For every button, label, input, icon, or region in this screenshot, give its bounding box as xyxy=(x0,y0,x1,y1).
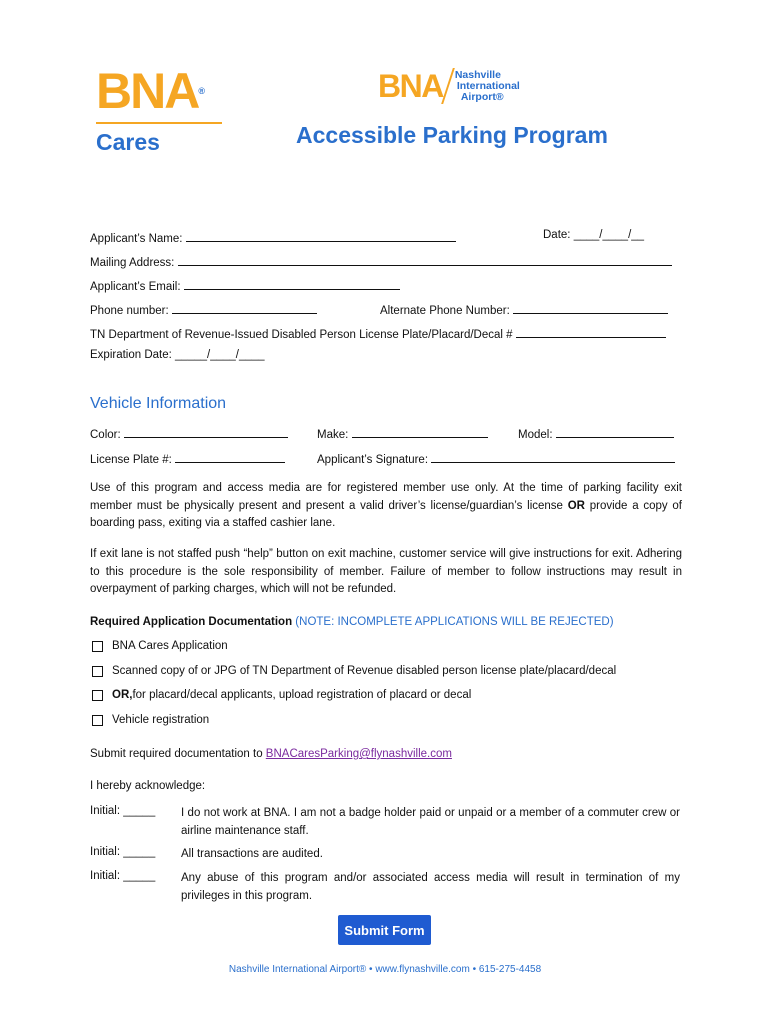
vehicle-make-row xyxy=(317,425,488,441)
requirement-item xyxy=(92,665,616,677)
acknowledge-item: Any abuse of this program and/or associated access media will result in termination of my privileges in this program. xyxy=(181,872,680,902)
submit-docs-email-link[interactable]: BNACaresParking@flynashville.com xyxy=(265,748,452,760)
applicant-email-row xyxy=(90,277,400,293)
license-plate-placard-label: TN Department of Revenue-Issued Disabled Person License Plate/Placard/Decal # xyxy=(90,329,513,341)
vehicle-model-row xyxy=(518,425,674,441)
phone-field[interactable] xyxy=(172,301,317,314)
vehicle-make-field[interactable] xyxy=(352,425,488,438)
phone-row xyxy=(90,301,317,317)
mailing-address-row xyxy=(90,253,672,269)
footer: Nashville International Airport® • www.flynashville.com • 615-275-4458 xyxy=(228,964,542,975)
usage-paragraph xyxy=(90,480,682,533)
submit-docs-line xyxy=(90,748,452,760)
bna-reg-mark: ® xyxy=(198,86,203,96)
vehicle-make-label: Make: xyxy=(317,429,349,441)
airport-name-line3: Airport® xyxy=(460,90,504,103)
alt-phone-field[interactable] xyxy=(513,301,668,314)
mailing-address-label: Mailing Address: xyxy=(90,257,175,269)
checkbox[interactable] xyxy=(92,715,103,726)
requirement-text: Scanned copy of or JPG of TN Department of Revenue disabled person license plate/placard/decal xyxy=(112,665,617,677)
initial-field[interactable]: Initial: _____ xyxy=(90,870,156,882)
phone-label: Phone number: xyxy=(90,305,169,317)
expiration-date-field[interactable]: _____/____/____ xyxy=(175,349,265,361)
exit-lane-paragraph: If exit lane is not staffed push “help” button on exit machine, customer service will give instructions for exit. Adhering to this procedure is the sole responsibility of member. Failure of member to follow instructions may result in overpayment of parking charges, which will not be refunded. xyxy=(90,548,682,595)
alt-phone-row xyxy=(380,301,668,317)
alt-phone-label: Alternate Phone Number: xyxy=(380,305,510,317)
applicant-name-field[interactable] xyxy=(186,229,456,242)
bna-cares-logo xyxy=(96,63,222,156)
airport-logo xyxy=(378,68,520,104)
requirements-heading xyxy=(90,616,614,628)
signature-label: Applicant’s Signature: xyxy=(317,454,429,466)
applicant-name-row xyxy=(90,229,456,245)
license-plate-placard-field[interactable] xyxy=(516,325,666,338)
submit-form-button[interactable]: Submit Form xyxy=(338,915,431,945)
bna-cares-logo-mark xyxy=(96,63,222,119)
requirement-item xyxy=(92,640,228,652)
license-plate-placard-row xyxy=(90,325,666,341)
usage-text-or: OR xyxy=(567,499,585,512)
signature-field[interactable] xyxy=(431,450,675,463)
license-plate-row xyxy=(90,450,285,466)
requirement-text: for placard/decal applicants, upload registration of placard or decal xyxy=(132,689,472,701)
checkbox[interactable] xyxy=(92,690,103,701)
signature-row xyxy=(317,450,675,466)
applicant-email-label: Applicant’s Email: xyxy=(90,281,181,293)
airport-name-line2: International xyxy=(456,79,520,92)
expiration-date-label: Expiration Date: xyxy=(90,349,172,361)
vehicle-color-field[interactable] xyxy=(124,425,288,438)
applicant-name-label: Applicant’s Name: xyxy=(90,233,183,245)
applicant-email-field[interactable] xyxy=(184,277,400,290)
vehicle-color-label: Color: xyxy=(90,429,121,441)
usage-text-part2: provide a copy of boarding pass, exiting via a staffed cashier lane. xyxy=(90,499,682,529)
expiration-date-row xyxy=(90,349,265,361)
acknowledge-heading: I hereby acknowledge: xyxy=(90,780,206,792)
vehicle-info-heading: Vehicle Information xyxy=(90,395,227,412)
license-plate-field[interactable] xyxy=(175,450,285,463)
usage-text-part1: Use of this program and access media are for registered member use only. At the time of parking facility exit member must be physically present and present a valid driver’s license/guardian’s license xyxy=(90,482,682,512)
airport-logo-letters: BNA xyxy=(378,68,443,104)
date-label: Date: xyxy=(543,229,571,241)
vehicle-model-label: Model: xyxy=(518,429,553,441)
initial-field[interactable]: Initial: _____ xyxy=(90,846,156,858)
date-row xyxy=(543,229,644,241)
checkbox[interactable] xyxy=(92,666,103,677)
acknowledge-item: I do not work at BNA. I am not a badge holder paid or unpaid or a member of a commuter crew or airline maintenance staff. xyxy=(181,807,680,837)
requirement-text: Vehicle registration xyxy=(112,714,210,726)
date-field[interactable]: ____/____/__ xyxy=(573,229,645,241)
mailing-address-field[interactable] xyxy=(178,253,672,266)
checkbox[interactable] xyxy=(92,641,103,652)
requirement-item xyxy=(92,714,209,726)
airport-logo-name xyxy=(455,70,520,103)
requirements-title: Required Application Documentation xyxy=(90,616,293,628)
vehicle-model-field[interactable] xyxy=(556,425,674,438)
requirements-note: (NOTE: INCOMPLETE APPLICATIONS WILL BE REJECTED) xyxy=(292,616,614,628)
initial-field[interactable]: Initial: _____ xyxy=(90,805,156,817)
airport-name-line1: Nashville xyxy=(454,68,501,81)
page-title: Accessible Parking Program xyxy=(296,122,608,148)
license-plate-label: License Plate #: xyxy=(90,454,172,466)
submit-docs-text: Submit required documentation to xyxy=(90,748,266,760)
requirement-item xyxy=(92,689,471,701)
vehicle-color-row xyxy=(90,425,288,441)
acknowledge-item: All transactions are audited. xyxy=(181,848,323,860)
bna-cares-divider xyxy=(96,122,222,124)
requirement-text: BNA Cares Application xyxy=(112,640,228,652)
bna-cares-word: Cares xyxy=(96,129,160,155)
bna-cares-letters: BNA xyxy=(96,63,199,119)
requirement-bold: OR, xyxy=(112,689,133,701)
airport-logo-slash xyxy=(441,68,455,104)
